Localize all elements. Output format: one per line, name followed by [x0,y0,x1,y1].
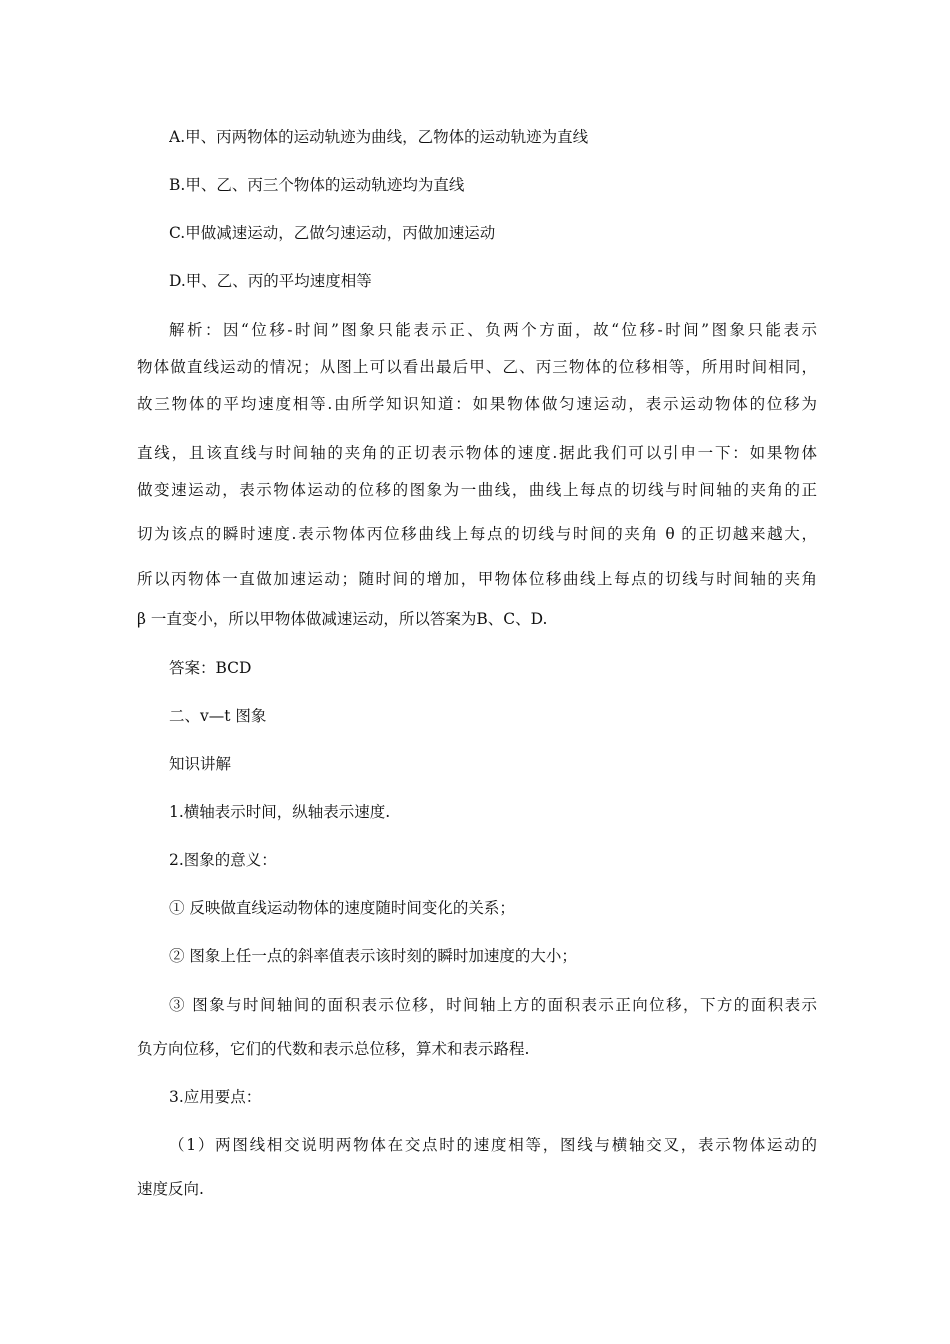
option-a: A.甲、丙两物体的运动轨迹为曲线，乙物体的运动轨迹为直线 [169,128,589,146]
analysis-line: β 一直变小，所以甲物体做减速运动，所以答案为B、C、D. [137,610,548,628]
analysis-line: 故三物体的平均速度相等.由所学知识知道：如果物体做匀速运动，表示运动物体的位移为 [137,395,817,413]
meaning-3-line: ③ 图象与时间轴间的面积表示位移，时间轴上方的面积表示正向位移，下方的面积表示 [169,996,817,1014]
option-c: C.甲做减速运动，乙做匀速运动，丙做加速运动 [169,224,496,242]
option-b: B.甲、乙、丙三个物体的运动轨迹均为直线 [169,176,465,194]
analysis-line: 做变速运动，表示物体运动的位移的图象为一曲线，曲线上每点的切线与时间轴的夹角的正 [137,481,817,499]
meaning-3-line: 负方向位移，它们的代数和表示总位移，算术和表示路程. [137,1040,530,1058]
point-1: 1.横轴表示时间，纵轴表示速度. [169,803,391,821]
point-3: 3.应用要点： [169,1088,262,1106]
analysis-line: 切为该点的瞬时速度.表示物体丙位移曲线上每点的切线与时间的夹角 θ 的正切越来越大， [137,525,817,543]
section-title: 二、v—t 图象 [169,707,267,725]
meaning-1: ① 反映做直线运动物体的速度随时间变化的关系； [169,899,515,917]
meaning-2: ② 图象上任一点的斜率值表示该时刻的瞬时加速度的大小； [169,947,577,965]
knowledge-title: 知识讲解 [169,755,232,773]
answer: 答案：BCD [169,659,252,677]
application-1-line: （1）两图线相交说明两物体在交点时的速度相等，图线与横轴交叉，表示物体运动的 [169,1136,817,1154]
analysis-line: 物体做直线运动的情况；从图上可以看出最后甲、乙、丙三物体的位移相等，所用时间相同， [137,358,817,376]
analysis-line: 所以丙物体一直做加速运动；随时间的增加，甲物体位移曲线上每点的切线与时间轴的夹角 [137,570,817,588]
analysis-line: 解析：因“位移-时间”图象只能表示正、负两个方面，故“位移-时间”图象只能表示 [169,321,817,339]
point-2: 2.图象的意义： [169,851,277,869]
application-1-line: 速度反向. [137,1180,204,1198]
option-d: D.甲、乙、丙的平均速度相等 [169,272,372,290]
analysis-line: 直线，且该直线与时间轴的夹角的正切表示物体的速度.据此我们可以引申一下：如果物体 [137,444,817,462]
